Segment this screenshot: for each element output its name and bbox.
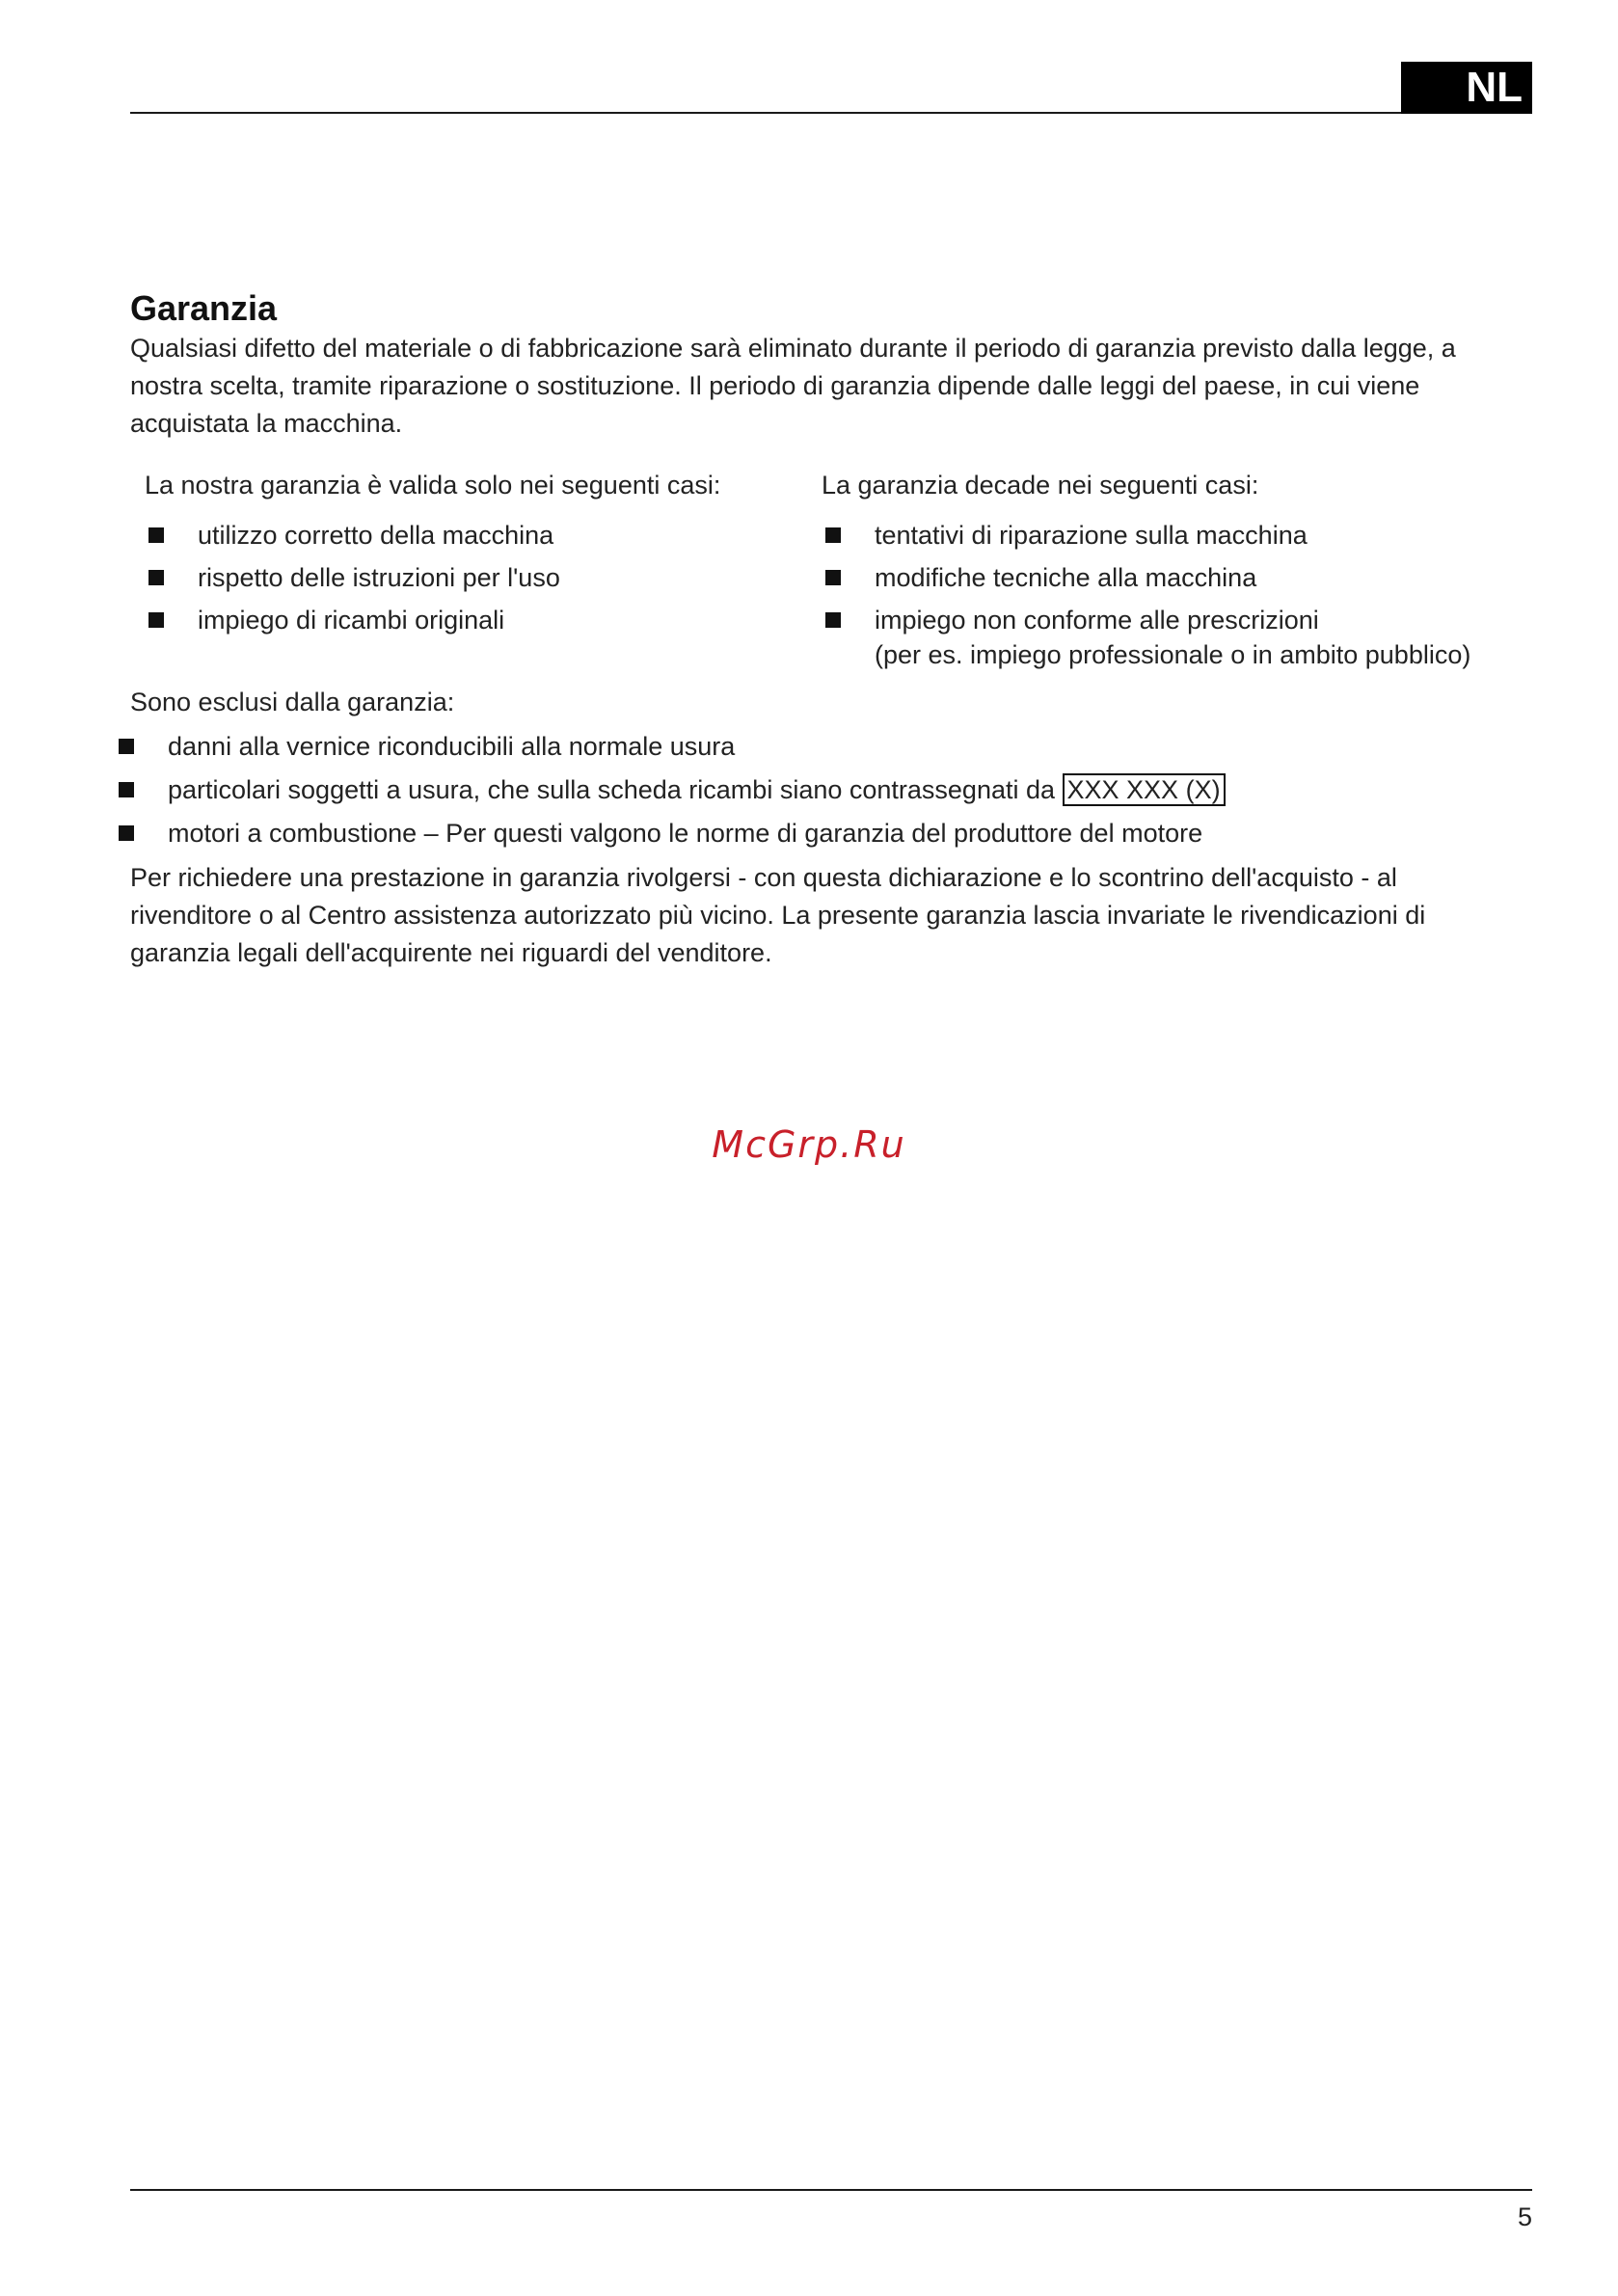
list-item — [145, 560, 810, 595]
list-item — [115, 729, 1504, 764]
list-item-text: impiego non conforme alle prescrizioni — [875, 606, 1319, 635]
square-bullet-icon — [119, 825, 134, 841]
closing-paragraph: Per richiedere una prestazione in garanzia rivolgersi - con questa dichiarazione e lo scontrino dell'acquisto - al rivenditore o al Centro assistenza autorizzato più vicino. La presente garanzia lascia invariate le rivendicazioni di garanzia legali dell'acquirente nei riguardi del venditore. — [130, 863, 1426, 967]
list-item — [145, 603, 810, 637]
void-list — [822, 518, 1554, 672]
list-item-text: tentativi di riparazione sulla macchina — [875, 521, 1308, 550]
page-number: 5 — [1517, 2202, 1532, 2231]
conditions-columns — [130, 468, 1504, 685]
void-conditions — [822, 468, 1554, 680]
excluded-list — [115, 729, 1504, 851]
list-item-text: particolari soggetti a usura, che sulla scheda ricambi siano contrassegnati da — [168, 775, 1063, 804]
list-item — [822, 518, 1554, 553]
footer-rule — [130, 2189, 1532, 2191]
list-item — [822, 560, 1554, 595]
list-item-text: modifiche tecniche alla macchina — [875, 563, 1257, 592]
excluded-heading: Sono esclusi dalla garanzia: — [130, 688, 455, 716]
valid-heading: La nostra garanzia è valida solo nei seguenti casi: — [145, 471, 721, 500]
square-bullet-icon — [148, 527, 164, 543]
watermark: McGrp.Ru — [712, 1123, 906, 1166]
list-item-text: danni alla vernice riconducibili alla normale usura — [168, 732, 736, 761]
list-item — [145, 518, 810, 553]
square-bullet-icon — [825, 570, 841, 585]
list-item — [115, 816, 1504, 851]
void-heading: La garanzia decade nei seguenti casi: — [822, 471, 1259, 500]
list-item — [115, 772, 1504, 807]
list-item-text: rispetto delle istruzioni per l'uso — [198, 563, 560, 592]
section-title: Garanzia — [130, 288, 278, 328]
list-item — [822, 603, 1554, 672]
square-bullet-icon — [148, 570, 164, 585]
part-code-box: XXX XXX (X) — [1063, 773, 1226, 806]
header-rule — [130, 112, 1401, 114]
valid-conditions — [145, 468, 810, 645]
square-bullet-icon — [119, 782, 134, 797]
list-item-subtext: (per es. impiego professionale o in ambito pubblico) — [875, 640, 1471, 669]
warranty-section — [130, 287, 1504, 972]
intro-paragraph: Qualsiasi difetto del materiale o di fabbricazione sarà eliminato durante il periodo di garanzia previsto dalla legge, a nostra scelta, tramite riparazione o sostituzione. Il periodo di garanzia dipende dalle leggi del paese, in cui viene acquistata la macchina. — [130, 334, 1456, 438]
list-item-text: impiego di ricambi originali — [198, 606, 505, 635]
list-item-text: motori a combustione – Per questi valgono le norme di garanzia del produttore del motore — [168, 819, 1203, 848]
language-badge: NL — [1401, 62, 1532, 114]
square-bullet-icon — [825, 527, 841, 543]
valid-list — [145, 518, 810, 637]
list-item-text: utilizzo corretto della macchina — [198, 521, 554, 550]
square-bullet-icon — [148, 612, 164, 628]
square-bullet-icon — [119, 739, 134, 754]
square-bullet-icon — [825, 612, 841, 628]
